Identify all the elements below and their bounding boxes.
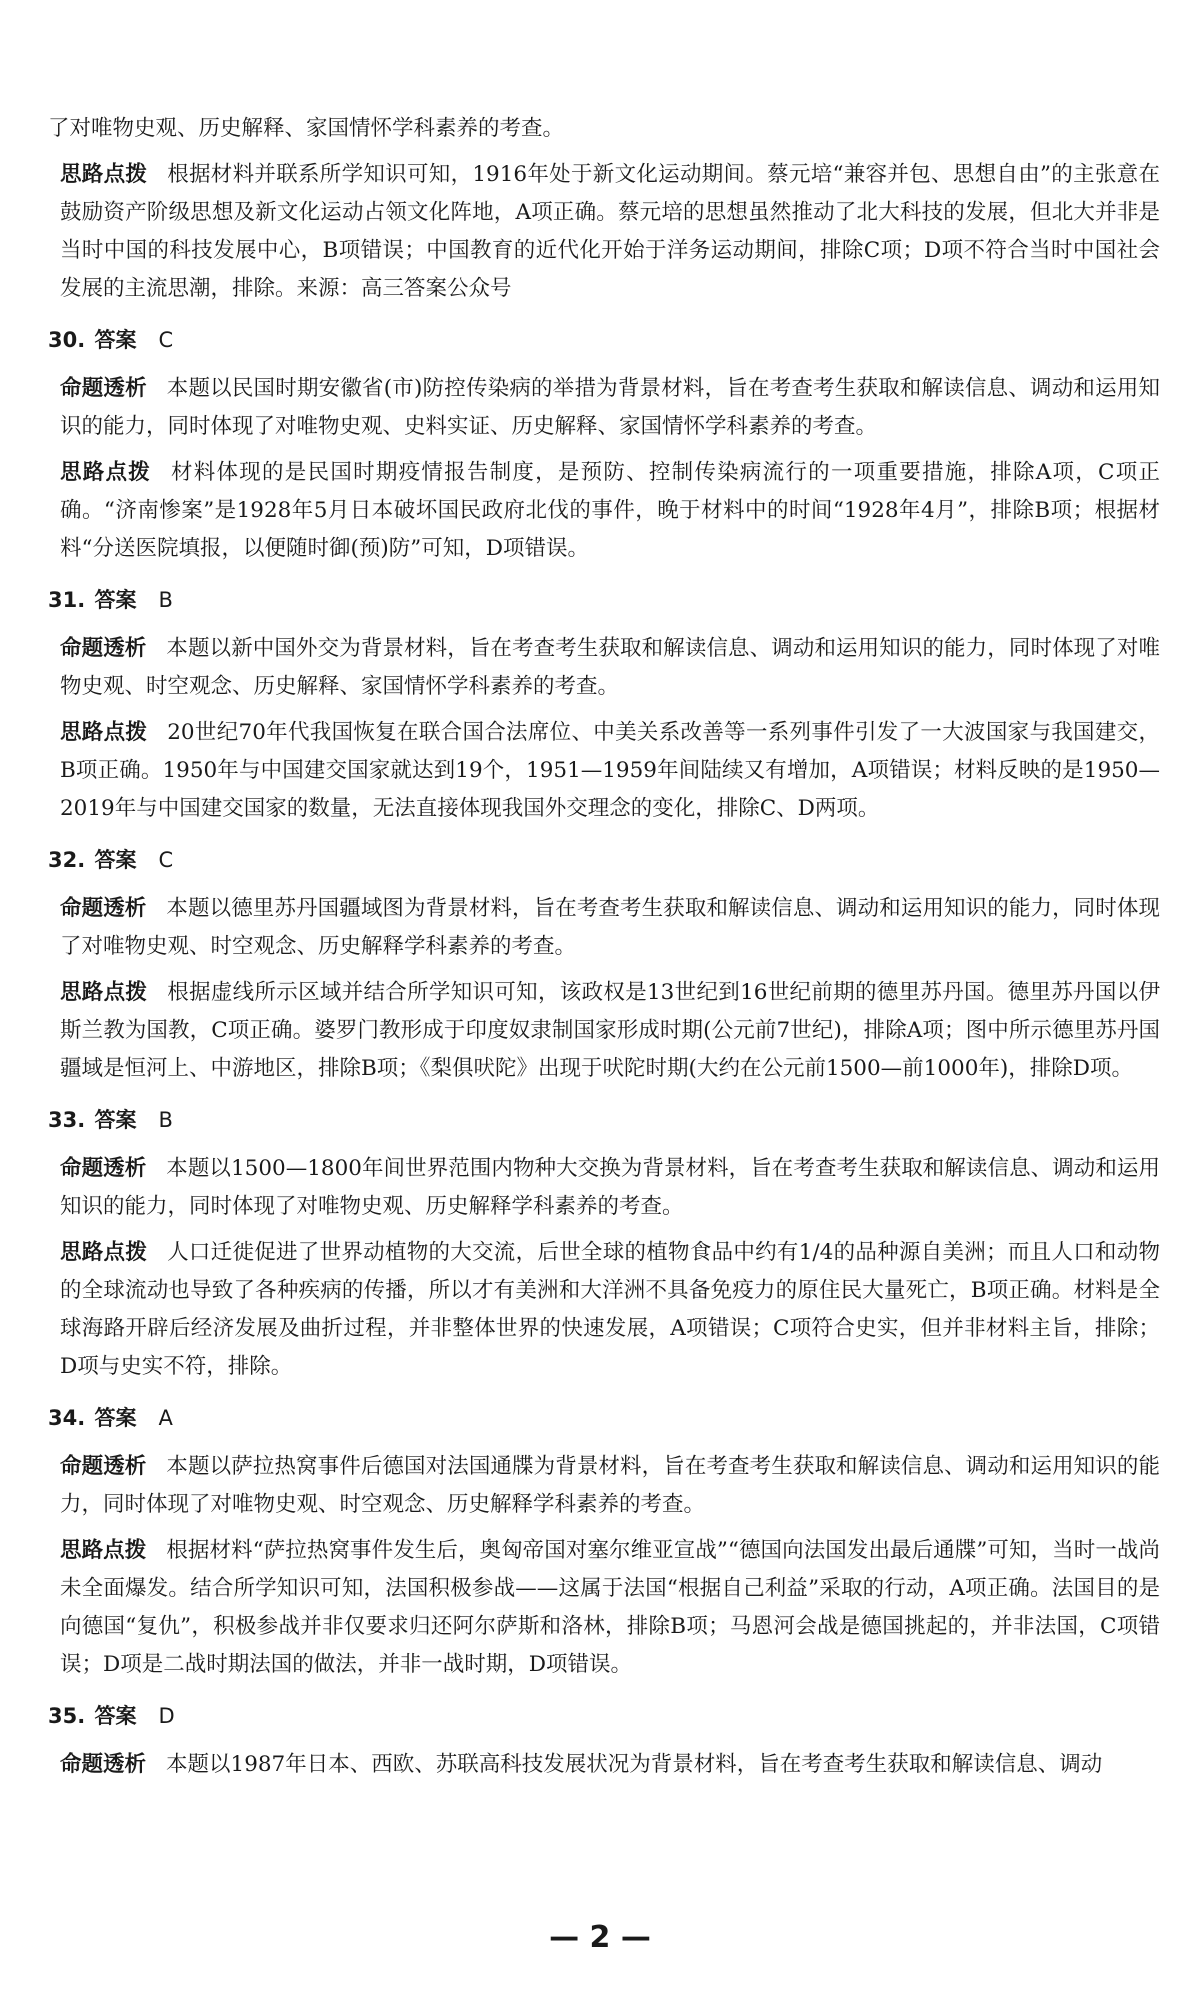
analysis-text: 本题以民国时期安徽省(市)防控传染病的举措为背景材料，旨在考查考生获取和解读信息、调动和运用知识的能力，同时体现了对唯物史观、史料实证、历史解释、家国情怀学科素养的考查。 <box>60 376 1160 439</box>
thinking-text: 根据虚线所示区域并结合所学知识可知，该政权是13世纪到16世纪前期的德里苏丹国。德里苏丹国以伊斯兰教为国教，C项正确。婆罗门教形成于印度奴隶制国家形成时期(公元前7世纪)，排除A项；图中所示德里苏丹国疆域是恒河上、中游地区，排除B项；《梨俱吠陀》出现于吠陀时期(大约在公元前1500—前1000年)，排除D项。 <box>60 980 1160 1081</box>
analysis <box>48 890 1160 966</box>
analysis <box>48 1746 1160 1784</box>
analysis-text: 本题以1500—1800年间世界范围内物种大交换为背景材料，旨在考查考生获取和解读信息、调动和运用知识的能力，同时体现了对唯物史观、历史解释学科素养的考查。 <box>60 1156 1160 1219</box>
q29-thinking-text: 根据材料并联系所学知识可知，1916年处于新文化运动期间。蔡元培“兼容并包、思想自由”的主张意在鼓励资产阶级思想及新文化运动占领文化阵地，A项正确。蔡元培的思想虽然推动了北大科技的发展，但北大并非是当时中国的科技发展中心，B项错误；中国教育的近代化开始于洋务运动期间，排除C项；D项不符合当时中国社会发展的主流思潮，排除。来源：高三答案公众号 <box>60 162 1160 301</box>
thinking-label: 思路点拨 <box>60 720 148 745</box>
answer-label: 答案 <box>94 848 137 872</box>
thinking-label: 思路点拨 <box>60 1240 148 1265</box>
analysis <box>48 370 1160 446</box>
item-number: 31. <box>48 588 86 612</box>
document-body <box>48 110 1160 1784</box>
answer-value: D <box>158 1704 175 1728</box>
thinking <box>48 974 1160 1088</box>
thinking-text: 人口迁徙促进了世界动植物的大交流，后世全球的植物食品中约有1/4的品种源自美洲；而且人口和动物的全球流动也导致了各种疾病的传播，所以才有美洲和大洋洲不具备免疫力的原住民大量死亡，B项正确。材料是全球海路开辟后经济发展及曲折过程，并非整体世界的快速发展，A项错误；C项符合史实，但并非材料主旨，排除；D项与史实不符，排除。 <box>60 1240 1160 1379</box>
analysis-text: 本题以1987年日本、西欧、苏联高科技发展状况为背景材料，旨在考查考生获取和解读信息、调动 <box>166 1752 1103 1777</box>
item-number: 30. <box>48 328 86 352</box>
analysis-label: 命题透析 <box>60 636 147 661</box>
answer-line <box>48 318 1160 362</box>
thinking <box>48 714 1160 828</box>
answer-value: B <box>158 1108 173 1132</box>
answer-item-32 <box>48 838 1160 1088</box>
analysis-label: 命题透析 <box>60 376 147 401</box>
analysis <box>48 1150 1160 1226</box>
analysis-text: 本题以德里苏丹国疆域图为背景材料，旨在考查考生获取和解读信息、调动和运用知识的能力，同时体现了对唯物史观、时空观念、历史解释学科素养的考查。 <box>60 896 1160 959</box>
analysis-text: 本题以萨拉热窝事件后德国对法国通牒为背景材料，旨在考查考生获取和解读信息、调动和运用知识的能力，同时体现了对唯物史观、时空观念、历史解释学科素养的考查。 <box>60 1454 1160 1517</box>
answer-label: 答案 <box>94 1406 137 1430</box>
answer-line <box>48 1396 1160 1440</box>
answer-label: 答案 <box>94 588 137 612</box>
thinking-label: 思路点拨 <box>60 1538 147 1563</box>
q29-thinking <box>48 156 1160 308</box>
thinking-text: 材料体现的是民国时期疫情报告制度，是预防、控制传染病流行的一项重要措施，排除A项，C项正确。“济南惨案”是1928年5月日本破坏国民政府北伐的事件，晚于材料中的时间“1928年4月”，排除B项；根据材料“分送医院填报，以便随时御(预)防”可知，D项错误。 <box>60 460 1160 561</box>
answer-label: 答案 <box>94 328 137 352</box>
answer-line <box>48 838 1160 882</box>
analysis <box>48 630 1160 706</box>
thinking <box>48 1532 1160 1684</box>
answer-item-30 <box>48 318 1160 568</box>
thinking <box>48 454 1160 568</box>
thinking-label: 思路点拨 <box>60 162 148 187</box>
item-number: 33. <box>48 1108 86 1132</box>
item-number: 34. <box>48 1406 86 1430</box>
answer-value: A <box>158 1406 173 1430</box>
thinking <box>48 1234 1160 1386</box>
answer-item-31 <box>48 578 1160 828</box>
thinking-text: 根据材料“萨拉热窝事件发生后，奥匈帝国对塞尔维亚宣战”“德国向法国发出最后通牒”可知，当时一战尚未全面爆发。结合所学知识可知，法国积极参战——这属于法国“根据自己利益”采取的行动，A项正确。法国目的是向德国“复仇”，积极参战并非仅要求归还阿尔萨斯和洛林，排除B项；马恩河会战是德国挑起的，并非法国，C项错误；D项是二战时期法国的做法，并非一战时期，D项错误。 <box>60 1538 1160 1677</box>
analysis-text: 本题以新中国外交为背景材料，旨在考查考生获取和解读信息、调动和运用知识的能力，同时体现了对唯物史观、时空观念、历史解释、家国情怀学科素养的考查。 <box>60 636 1160 699</box>
page-number: — 2 — <box>549 1920 651 1955</box>
answer-line <box>48 1694 1160 1738</box>
answer-value: C <box>158 848 174 872</box>
item-number: 32. <box>48 848 86 872</box>
thinking-label: 思路点拨 <box>60 980 148 1005</box>
answer-item-34 <box>48 1396 1160 1684</box>
thinking-text: 20世纪70年代我国恢复在联合国合法席位、中美关系改善等一系列事件引发了一大波国家与我国建交，B项正确。1950年与中国建交国家就达到19个，1951—1959年间陆续又有增加，A项错误；材料反映的是1950—2019年与中国建交国家的数量，无法直接体现我国外交理念的变化，排除C、D两项。 <box>60 720 1160 821</box>
answer-label: 答案 <box>94 1108 137 1132</box>
analysis-label: 命题透析 <box>60 1454 147 1479</box>
analysis <box>48 1448 1160 1524</box>
answer-line <box>48 1098 1160 1142</box>
answer-item-33 <box>48 1098 1160 1386</box>
answer-value: B <box>158 588 173 612</box>
thinking-label: 思路点拨 <box>60 460 152 485</box>
analysis-label: 命题透析 <box>60 1156 147 1181</box>
answer-label: 答案 <box>94 1704 137 1728</box>
analysis-label: 命题透析 <box>60 1752 147 1777</box>
answer-value: C <box>158 328 174 352</box>
answer-line <box>48 578 1160 622</box>
continued-text: 了对唯物史观、历史解释、家国情怀学科素养的考查。 <box>48 116 565 141</box>
answer-item-35 <box>48 1694 1160 1784</box>
item-number: 35. <box>48 1704 86 1728</box>
analysis-label: 命题透析 <box>60 896 147 921</box>
